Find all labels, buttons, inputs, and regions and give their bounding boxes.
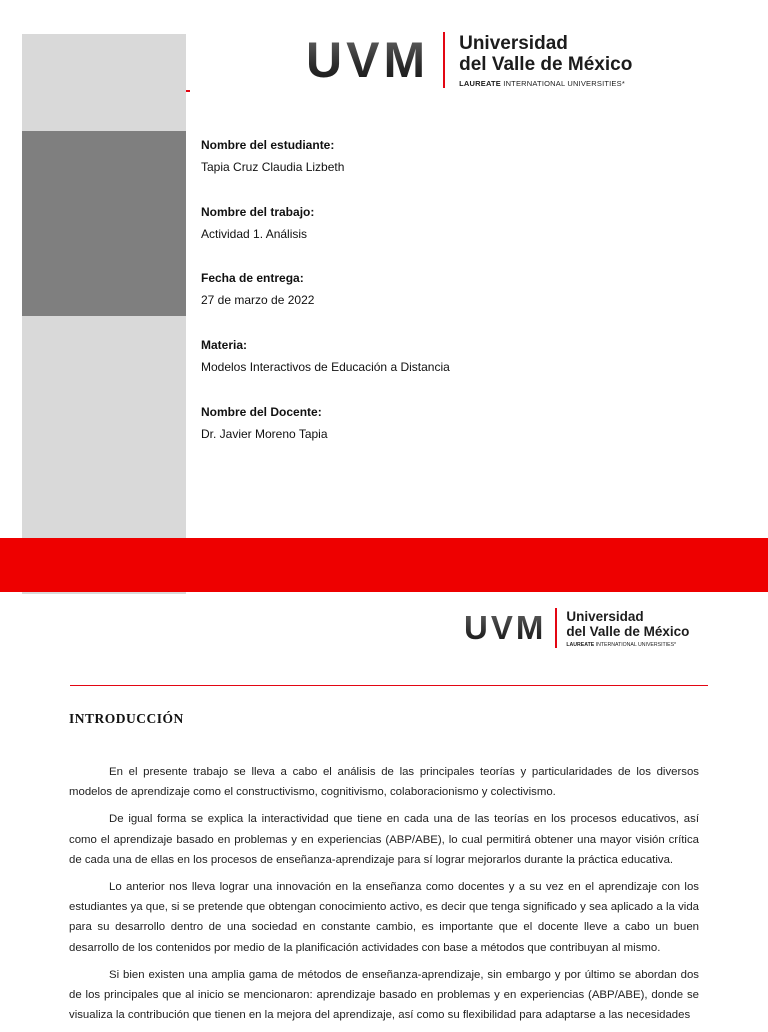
logo-tagline-bold: LAUREATE <box>566 641 595 648</box>
field-teacher-name <box>201 404 328 442</box>
logo-name-line2: del Valle de México <box>566 623 690 639</box>
field-value: 27 de marzo de 2022 <box>201 293 315 307</box>
cover-red-band <box>0 538 768 592</box>
logo-name-line1: Universidad <box>459 32 568 54</box>
field-label: Nombre del Docente: <box>201 405 322 419</box>
uvm-logo-page2 <box>464 606 689 650</box>
field-label: Fecha de entrega: <box>201 271 304 285</box>
logo-divider <box>555 608 557 648</box>
field-work-name <box>201 204 314 242</box>
logo-tagline-bold: LAUREATE <box>459 78 501 88</box>
logo-tagline <box>566 642 689 648</box>
paragraph: Si bien existen una amplia gama de métodos de enseñanza-aprendizaje, sin embargo y por último se abordan dos de los principales que al inicio se mencionaron: aprendizaje basado en problemas y en experiencias (ABP/ABE), donde se visualiza la contribución que tienen en la mejora del aprendizaje, así como su flexibilidad para adaptarse a las necesidades <box>69 968 699 1022</box>
field-value: Tapia Cruz Claudia Lizbeth <box>201 160 345 174</box>
logo-name-line1: Universidad <box>566 608 644 624</box>
logo-tagline-rest: INTERNATIONAL UNIVERSITIES* <box>594 641 677 648</box>
uvm-logo-mark: UVM <box>464 606 546 650</box>
field-subject <box>201 337 450 375</box>
uvm-logo-mark: UVM <box>306 32 430 88</box>
field-value: Modelos Interactivos de Educación a Distancia <box>201 360 450 374</box>
uvm-logo <box>306 30 632 90</box>
logo-tagline <box>459 79 632 88</box>
body-text <box>69 762 699 1032</box>
logo-wordmark <box>566 609 689 648</box>
cover-red-tick <box>186 90 190 92</box>
logo-tagline-rest: INTERNATIONAL UNIVERSITIES* <box>501 78 625 88</box>
field-student-name <box>201 137 344 175</box>
field-label: Materia: <box>201 338 248 352</box>
paragraph: De igual forma se explica la interactividad que tiene en cada una de las teorías en los procesos educativos, así como el aprendizaje basado en problemas y en experiencias (ABP/ABE), lo cual permitirá obtener una mayor visión crítica de cada una de ellas en los procesos de enseñanza-aprendizaje para sí lograr mejorarlos durante la práctica educativa. <box>69 813 699 866</box>
paragraph: En el presente trabajo se lleva a cabo el análisis de las principales teorías y particularidades de los diversos modelos de aprendizaje como el constructivismo, cognitivismo, colaboracionismo y colectivismo. <box>69 766 699 799</box>
paragraph: Lo anterior nos lleva lograr una innovación en la enseñanza como docentes y a su vez en el aprendizaje con los estudiantes ya que, si se pretende que obtengan conocimiento activo, es decir que tenga significado y sea aplicado a la vida para su desarrollo dentro de una sociedad en constante cambio, es importante que el docente lleve a cabo un buen desarrollo de los contenidos por medio de la planificación actividades con base a métodos que contribuyan al mismo. <box>69 881 699 954</box>
logo-name-line2: del Valle de México <box>459 53 633 75</box>
field-label: Nombre del trabajo: <box>201 205 315 219</box>
logo-divider <box>443 32 445 88</box>
cover-side-dark-block <box>22 131 186 316</box>
section-heading: INTRODUCCIÓN <box>69 711 184 726</box>
logo-wordmark <box>459 33 632 88</box>
field-label: Nombre del estudiante: <box>201 138 335 152</box>
field-due-date <box>201 270 314 308</box>
field-value: Actividad 1. Análisis <box>201 227 308 241</box>
header-rule <box>70 685 708 686</box>
field-value: Dr. Javier Moreno Tapia <box>201 427 328 441</box>
